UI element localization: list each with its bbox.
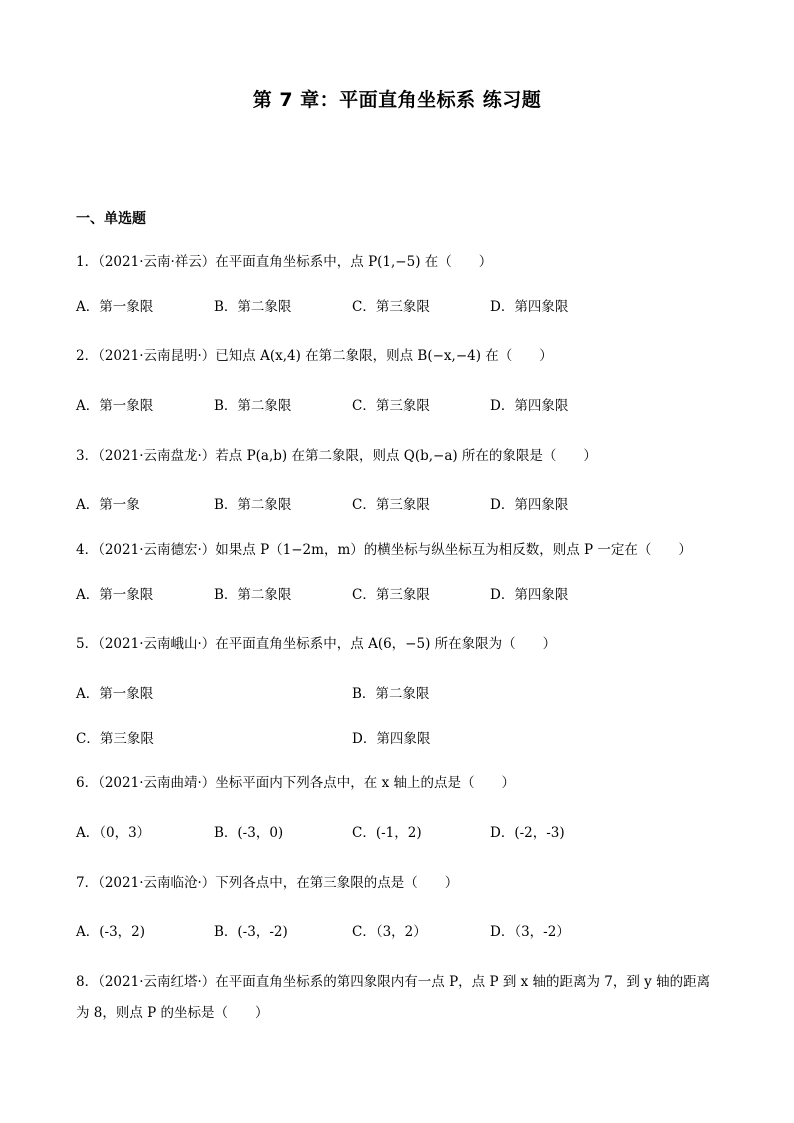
question-2-stem: 2．（2021·云南昆明·）已知点 A(x,4) 在第二象限，则点 B(−x,−4) 在（ ） (76, 348, 553, 364)
q5-option-b: B．第二象限 (352, 686, 430, 702)
question-4-stem: 4．（2021·云南德宏·）如果点 P（1−2m，m）的横坐标与纵坐标互为相反数，则点 P 一定在（ ） (76, 542, 692, 558)
q3-option-c: C．第三象限 (352, 497, 430, 513)
section-heading: 一、单选题 (76, 211, 146, 227)
q6-option-b: B．(-3，0) (214, 825, 284, 841)
question-6-stem: 6．（2021·云南曲靖·）坐标平面内下列各点中，在 x 轴上的点是（ ） (76, 775, 515, 791)
q6-option-a: A．（0，3） (76, 825, 151, 841)
q6-option-d: D．(-2，-3) (490, 825, 565, 841)
q2-option-d: D．第四象限 (490, 398, 569, 414)
q1-option-a: A．第一象限 (76, 299, 154, 315)
q2-option-b: B．第二象限 (214, 398, 292, 414)
page-title: 第 7 章：平面直角坐标系 练习题 (252, 89, 542, 111)
q4-option-d: D．第四象限 (490, 587, 569, 603)
q5-option-d: D．第四象限 (352, 731, 431, 747)
q7-option-b: B．(-3，-2) (214, 924, 288, 940)
q1-option-c: C．第三象限 (352, 299, 430, 315)
q3-option-a: A．第一象 (76, 497, 140, 513)
q7-option-a: A．(-3，2) (76, 924, 146, 940)
q1-option-b: B．第二象限 (214, 299, 292, 315)
question-8-stem-line1: 8．（2021·云南红塔·）在平面直角坐标系的第四象限内有一点 P，点 P 到 x 轴的距离为 7，到 y 轴的距离 (76, 974, 711, 990)
q2-option-c: C．第三象限 (352, 398, 430, 414)
question-5-stem: 5．（2021·云南峨山·）在平面直角坐标系中，点 A(6，−5) 所在象限为（ ） (76, 636, 557, 652)
q6-option-c: C．(-1，2) (352, 825, 422, 841)
q3-option-d: D．第四象限 (490, 497, 569, 513)
q2-option-a: A．第一象限 (76, 398, 154, 414)
q3-option-b: B．第二象限 (214, 497, 292, 513)
q5-option-a: A．第一象限 (76, 686, 154, 702)
q4-option-b: B．第二象限 (214, 587, 292, 603)
question-7-stem: 7．（2021·云南临沧·）下列各点中，在第三象限的点是（ ） (76, 875, 459, 891)
q5-option-c: C．第三象限 (76, 731, 154, 747)
q7-option-d: D．（3，-2） (490, 924, 570, 940)
question-1-stem: 1．（2021·云南·祥云）在平面直角坐标系中，点 P(1,−5) 在（ ） (76, 254, 493, 270)
question-8-stem-line2: 为 8，则点 P 的坐标是（ ） (76, 1005, 269, 1021)
q4-option-c: C．第三象限 (352, 587, 430, 603)
q1-option-d: D．第四象限 (490, 299, 569, 315)
question-3-stem: 3．（2021·云南盘龙·）若点 P(a,b) 在第二象限，则点 Q(b,−a) 所在的象限是（ ） (76, 448, 597, 464)
q4-option-a: A．第一象限 (76, 587, 154, 603)
q7-option-c: C．（3，2） (352, 924, 427, 940)
